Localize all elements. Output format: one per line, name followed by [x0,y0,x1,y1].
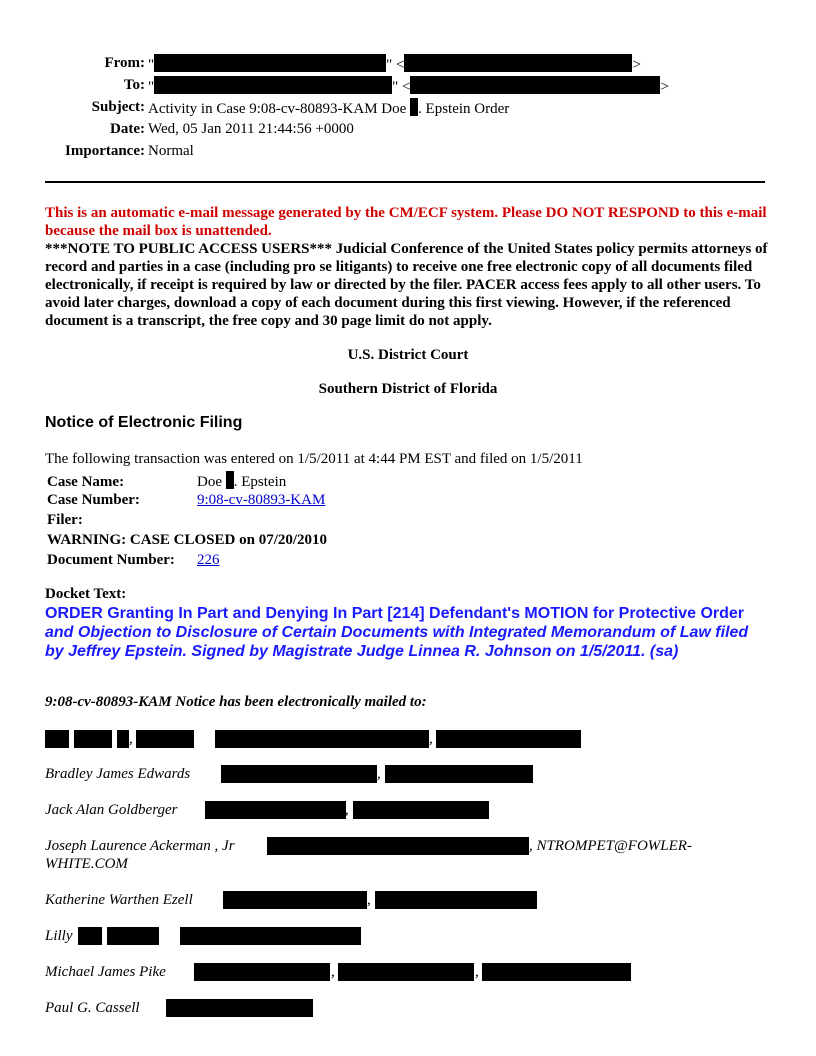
district-name: Southern District of Florida [318,381,498,397]
subject-label: Subject: [91,99,145,115]
date-row [0,120,816,138]
recipient-row: Lilly [45,927,605,945]
importance-value: Normal [148,143,194,159]
date-value: Wed, 05 Jan 2011 21:44:56 +0000 [148,121,354,137]
subject-row [0,98,816,116]
recipient-row: Jack Alan Goldberger , [45,801,605,819]
docket-line-2: and Objection to Disclosure of Certain Documents with Integrated Memorandum of Law filed [45,624,749,641]
document-number-label: Document Number: [47,552,175,568]
redaction [107,927,159,945]
redaction [375,891,537,909]
recipient-row: Paul G. Cassell [45,999,605,1017]
from-value: " " < > [148,54,641,74]
case-name-label: Case Name: [47,474,125,490]
case-name-b: . Epstein [233,474,287,490]
mailed-to-heading: 9:08-cv-80893-KAM Notice has been electronically mailed to: [45,694,427,710]
public-access-note: ***NOTE TO PUBLIC ACCESS USERS*** Judicial Conference of the United States policy permits attorneys of record and parties in a case (including pro se litigants) to receive one free electronic copy of all documents filed electronically, if receipt is required by law or directed by the filer. PACER access fees apply to all other users. To avoid later charges, download a copy of each document during this first viewing. However, if the referenced document is a transcript, the free copy and 30 page limit do not apply. [45,241,768,329]
docket-line-1: ORDER Granting In Part and Denying In Part [214] Defendant's MOTION for Protective Order [45,605,745,622]
redaction [385,765,533,783]
from-label: From: [104,55,145,71]
recipient-row: Bradley James Edwards , [45,765,605,783]
document-number-row [47,551,220,569]
redaction [410,98,418,116]
recipient-row: Joseph Laurence Ackerman , Jr , NTROMPET@FOWLER- WHITE.COM [45,838,692,872]
case-number-link[interactable]: 9:08-cv-80893-KAM [197,492,326,508]
date-label: Date: [110,121,145,137]
filer-row [47,511,197,529]
case-name-row [47,471,286,491]
filer-label: Filer: [47,512,83,528]
redaction [353,801,489,819]
redaction [205,801,346,819]
redaction [194,963,330,981]
docket-text-label: Docket Text: [45,586,127,602]
docket-line-3: by Jeffrey Epstein. Signed by Magistrate Judge Linnea R. Johnson on 1/5/2011. (sa) [45,643,679,660]
redaction [338,963,474,981]
redaction [74,730,112,748]
to-label: To: [123,77,145,93]
from-row [0,54,816,72]
redaction [45,730,69,748]
redaction [267,837,529,855]
case-number-label: Case Number: [47,492,140,508]
redaction [166,999,313,1017]
redaction [154,76,392,94]
recipient-redacted: , , [45,730,605,748]
to-value: " " < > [148,76,669,96]
redaction [215,730,429,748]
redaction [223,891,367,909]
case-closed-row: WARNING: CASE CLOSED on 07/20/2010 [47,532,328,548]
redaction [78,927,102,945]
redaction [404,54,632,72]
case-name-a: Doe [197,474,222,490]
redaction [226,471,234,489]
transaction-line: The following transaction was entered on 1/5/2011 at 4:44 PM EST and filed on 1/5/2011 [45,451,583,467]
redaction [117,730,129,748]
header-divider [45,181,765,183]
redaction [436,730,581,748]
importance-row [0,142,816,160]
case-number-row [47,491,325,509]
redaction [136,730,194,748]
redaction [180,927,361,945]
nef-title: Notice of Electronic Filing [45,414,243,431]
subject-value: Activity in Case 9:08-cv-80893-KAM Doe . Epstein Order [148,98,509,118]
recipient-row: Michael James Pike , , [45,963,645,981]
redaction [410,76,660,94]
importance-label: Importance: [65,143,145,159]
redaction [154,54,386,72]
docket-text [45,604,785,661]
court-name: U.S. District Court [347,347,469,363]
redaction [482,963,631,981]
recipient-row: Katherine Warthen Ezell , [45,891,605,909]
to-row [0,76,816,94]
document-number-link[interactable]: 226 [197,552,220,568]
auto-message-warning: This is an automatic e-mail message generated by the CM/ECF system. Please DO NOT RESPOND to this e-mail because the mail box is unattended. [45,205,767,239]
redaction [221,765,377,783]
